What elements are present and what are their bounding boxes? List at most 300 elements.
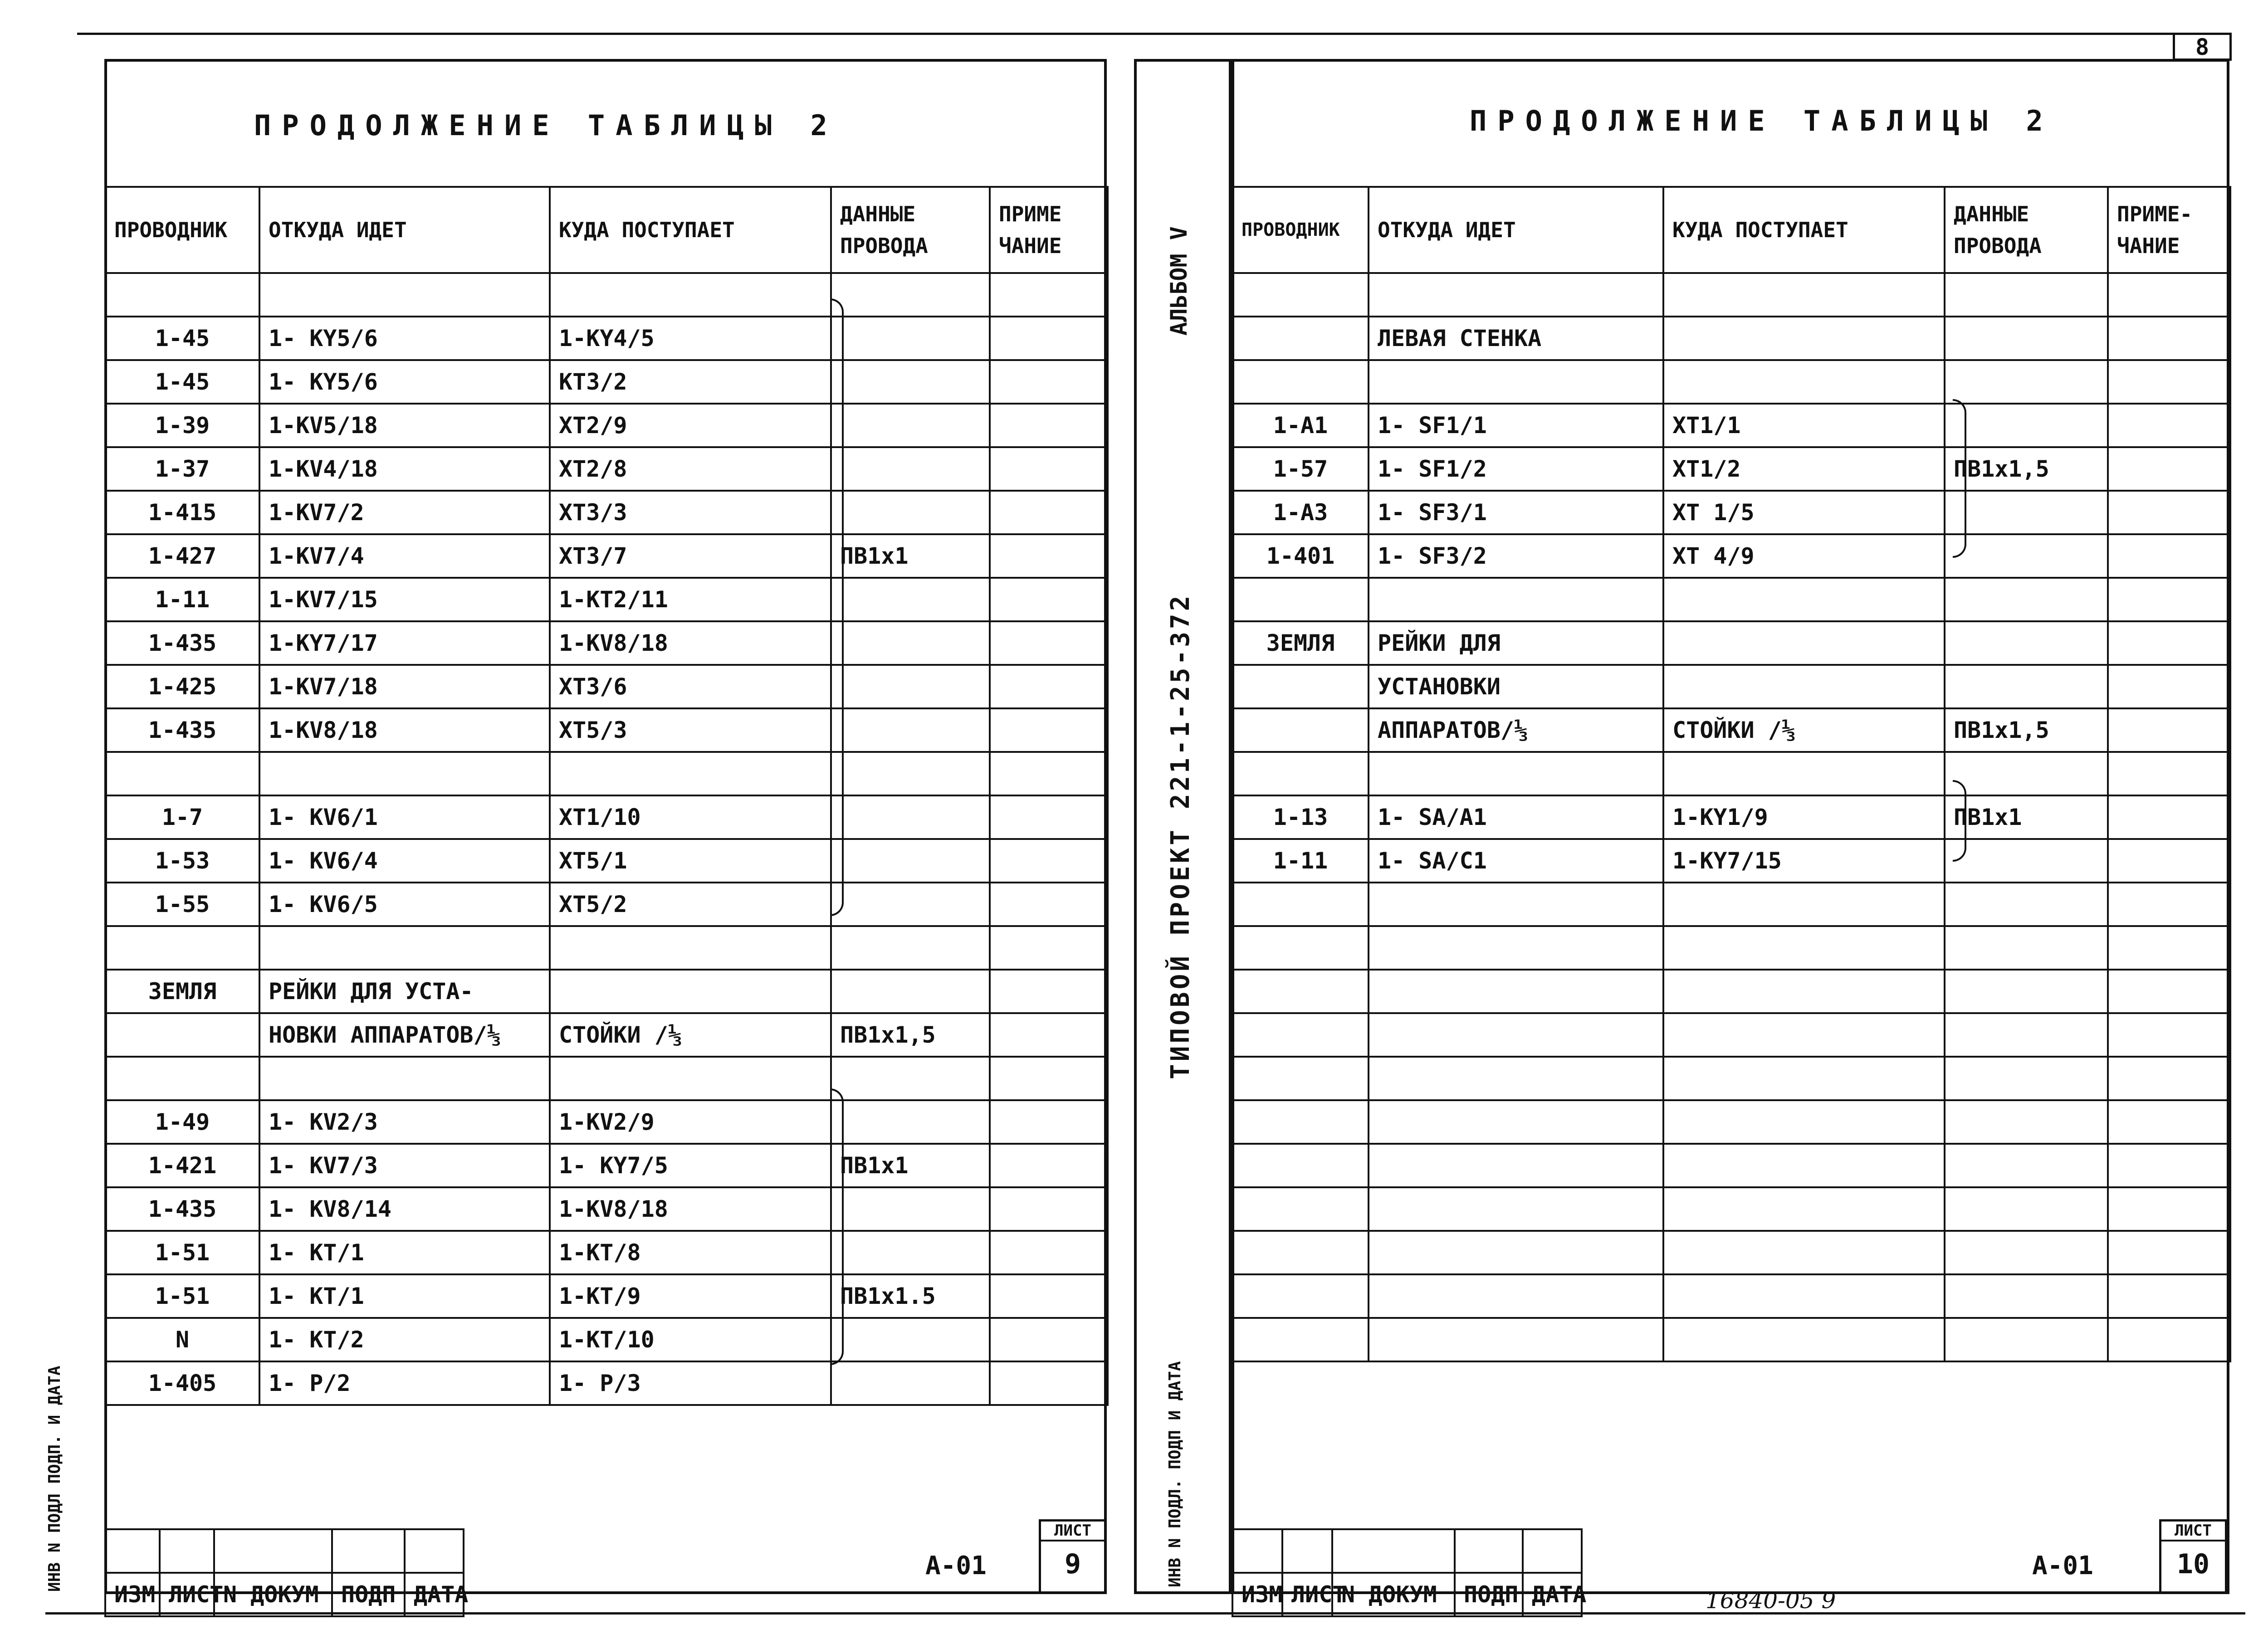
cell-wire-data (1945, 491, 2108, 534)
cell-note (990, 795, 1108, 839)
table-row (1232, 1274, 2230, 1318)
cell-to: XT5/1 (550, 839, 831, 883)
cell-to: XT 4/9 (1663, 534, 1945, 578)
cell-note (990, 1274, 1108, 1318)
cell-note (990, 534, 1108, 578)
cell-conductor (1232, 1318, 1369, 1361)
cell-conductor (1232, 883, 1369, 926)
cell-wire-data: ПВ1х1,5 (1945, 447, 2108, 491)
cell-to (1663, 883, 1945, 926)
cell-conductor: 1-53 (105, 839, 259, 883)
cell-note (2108, 360, 2230, 404)
stamp-col-label: N ДОКУМ (214, 1573, 332, 1616)
cell-note (2108, 1144, 2230, 1187)
cell-from (1369, 926, 1663, 970)
cell-to: 1-KV8/18 (550, 621, 831, 665)
cell-wire-data (831, 317, 990, 360)
cell-from (1369, 1187, 1663, 1231)
cell-from (1369, 1144, 1663, 1187)
cell-conductor: 1-435 (105, 708, 259, 752)
cell-to (1663, 1144, 1945, 1187)
cell-from: РЕЙКИ ДЛЯ (1369, 621, 1663, 665)
cell-from (1369, 578, 1663, 621)
cell-conductor (105, 926, 259, 970)
left-stamp-labels (105, 1573, 464, 1616)
footer-number: 16840-05 9 (1706, 1587, 1836, 1614)
cell-wire-data (1945, 1318, 2108, 1361)
cell-conductor (1232, 665, 1369, 708)
right-table-header (1232, 187, 2230, 273)
cell-from: 1- P/2 (259, 1361, 550, 1405)
cell-note (990, 708, 1108, 752)
cell-from: 1- KV6/1 (259, 795, 550, 839)
cell-to (550, 273, 831, 317)
table-row (105, 1231, 1108, 1274)
table-row (1232, 1013, 2230, 1057)
cell-to: 1- P/3 (550, 1361, 831, 1405)
cell-conductor: 1-45 (105, 317, 259, 360)
cell-to (1663, 621, 1945, 665)
cell-from: 1- KV6/4 (259, 839, 550, 883)
cell-from (1369, 883, 1663, 926)
cell-wire-data: ПВ1х1,5 (831, 1013, 990, 1057)
cell-conductor: 1-37 (105, 447, 259, 491)
cell-conductor: 1-421 (105, 1144, 259, 1187)
cell-conductor: 1-435 (105, 621, 259, 665)
cell-wire-data (831, 273, 990, 317)
cell-to: XT3/6 (550, 665, 831, 708)
header-conductor: ПРОВОДНИК (105, 187, 259, 273)
cell-from: АППАРАТОВ/⅓ (1369, 708, 1663, 752)
table-row (105, 273, 1108, 317)
cell-from (1369, 360, 1663, 404)
cell-note (990, 1187, 1108, 1231)
cell-from (259, 273, 550, 317)
cell-wire-data (1945, 534, 2108, 578)
cell-to: 1-KV2/9 (550, 1100, 831, 1144)
stamp-col-label: ИЗМ (105, 1573, 160, 1616)
cell-conductor (1232, 708, 1369, 752)
cell-conductor (1232, 1144, 1369, 1187)
table-row (105, 1361, 1108, 1405)
cell-from (1369, 1318, 1663, 1361)
left-sheet-box (1039, 1519, 1107, 1594)
cell-wire-data (1945, 404, 2108, 447)
cell-from: 1- KY5/6 (259, 317, 550, 360)
right-brace-group-2 (1953, 780, 1966, 862)
right-sheet-number: 10 (2176, 1548, 2210, 1580)
table-row (1232, 665, 2230, 708)
cell-from: НОВКИ АППАРАТОВ/⅓ (259, 1013, 550, 1057)
cell-conductor: 1-435 (105, 1187, 259, 1231)
cell-from: УСТАНОВКИ (1369, 665, 1663, 708)
cell-from: 1-KV7/15 (259, 578, 550, 621)
cell-to: 1-KV8/18 (550, 1187, 831, 1231)
cell-to (550, 752, 831, 795)
cell-from (259, 926, 550, 970)
cell-wire-data (831, 665, 990, 708)
table-row (1232, 621, 2230, 665)
cell-wire-data (1945, 1144, 2108, 1187)
stamp-col-label: N ДОКУМ (1332, 1573, 1455, 1616)
cell-from: 1-KY7/17 (259, 621, 550, 665)
cell-from: 1- SA/A1 (1369, 795, 1663, 839)
cell-note (990, 1361, 1108, 1405)
left-brace-group-2 (830, 1088, 844, 1365)
cell-to: 1-KT/8 (550, 1231, 831, 1274)
cell-note (990, 273, 1108, 317)
left-table-header (105, 187, 1108, 273)
cell-from: 1-KV7/18 (259, 665, 550, 708)
cell-note (2108, 1274, 2230, 1318)
cell-to: KT3/2 (550, 360, 831, 404)
table-row (1232, 1231, 2230, 1274)
table-row (105, 1100, 1108, 1144)
cell-to: 1-KT2/11 (550, 578, 831, 621)
table-row (105, 404, 1108, 447)
cell-to (550, 1057, 831, 1100)
table-row (1232, 1057, 2230, 1100)
cell-from: 1- SF3/2 (1369, 534, 1663, 578)
cell-note (990, 578, 1108, 621)
table-row (1232, 404, 2230, 447)
cell-conductor: 1-55 (105, 883, 259, 926)
cell-wire-data (1945, 1187, 2108, 1231)
cell-to: XT5/2 (550, 883, 831, 926)
cell-from: 1-KV4/18 (259, 447, 550, 491)
table-row (105, 317, 1108, 360)
cell-wire-data (1945, 1013, 2108, 1057)
cell-note (2108, 317, 2230, 360)
cell-note (2108, 447, 2230, 491)
left-brace-group-1 (830, 298, 844, 916)
cell-from: 1- KV8/14 (259, 1187, 550, 1231)
table-row (1232, 926, 2230, 970)
stamp-col-label: ПОДП (332, 1573, 405, 1616)
cell-to (1663, 1013, 1945, 1057)
cell-conductor: ЗЕМЛЯ (1232, 621, 1369, 665)
cell-conductor: 1-401 (1232, 534, 1369, 578)
cell-wire-data (1945, 578, 2108, 621)
cell-to: 1- KY7/5 (550, 1144, 831, 1187)
table-row (105, 621, 1108, 665)
cell-conductor: 1-11 (1232, 839, 1369, 883)
cell-note (2108, 795, 2230, 839)
table-row (105, 578, 1108, 621)
header-note: ПРИМЕ ЧАНИЕ (990, 187, 1108, 273)
table-row (105, 970, 1108, 1013)
cell-note (2108, 708, 2230, 752)
stamp-col-label: ДАТА (1523, 1573, 1582, 1616)
table-row (1232, 1187, 2230, 1231)
cell-wire-data (831, 708, 990, 752)
project-label: ТИПОВОЙ ПРОЕКТ 221-1-25-372 (1166, 593, 1195, 1079)
cell-wire-data (831, 491, 990, 534)
cell-conductor: 1-415 (105, 491, 259, 534)
cell-wire-data (1945, 1274, 2108, 1318)
cell-conductor: 1-425 (105, 665, 259, 708)
table-row (105, 1144, 1108, 1187)
cell-note (2108, 621, 2230, 665)
cell-note (990, 317, 1108, 360)
cell-to (550, 926, 831, 970)
cell-to (1663, 1057, 1945, 1100)
table-row (105, 360, 1108, 404)
cell-note (2108, 1100, 2230, 1144)
cell-from: 1-KV7/4 (259, 534, 550, 578)
right-sheet-box (2159, 1519, 2227, 1594)
cell-to: XT3/3 (550, 491, 831, 534)
cell-note (2108, 926, 2230, 970)
cell-wire-data (831, 447, 990, 491)
cell-wire-data (1945, 273, 2108, 317)
cell-conductor: 1-57 (1232, 447, 1369, 491)
cell-to: 1-KY1/9 (1663, 795, 1945, 839)
cell-wire-data (831, 404, 990, 447)
cell-note (990, 1100, 1108, 1144)
cell-from: 1- SA/C1 (1369, 839, 1663, 883)
cell-to (1663, 317, 1945, 360)
left-side-label: ИНВ N ПОДЛ ПОДП. И ДАТА (45, 1366, 64, 1592)
cell-to: СТОЙКИ /⅓ (1663, 708, 1945, 752)
cell-wire-data (1945, 839, 2108, 883)
header-wire-data: ДАННЫЕ ПРОВОДА (1945, 187, 2108, 273)
cell-conductor (105, 273, 259, 317)
cell-from (1369, 1100, 1663, 1144)
table-row (1232, 839, 2230, 883)
cell-wire-data (831, 926, 990, 970)
table-row (1232, 752, 2230, 795)
cell-from (1369, 970, 1663, 1013)
cell-from (1369, 752, 1663, 795)
center-side-label: ИНВ N ПОДЛ. ПОДП И ДАТА (1166, 1361, 1184, 1587)
cell-wire-data (831, 1318, 990, 1361)
cell-to (1663, 1318, 1945, 1361)
cell-wire-data (1945, 317, 2108, 360)
cell-to (1663, 665, 1945, 708)
top-rule (77, 33, 2200, 35)
cell-conductor: N (105, 1318, 259, 1361)
cell-from: 1-KV5/18 (259, 404, 550, 447)
stamp-col-label: ПОДП (1455, 1573, 1523, 1616)
right-stamp-labels (1232, 1573, 1582, 1616)
cell-wire-data: ПВ1х1.5 (831, 1274, 990, 1318)
stamp-col-label: ДАТА (405, 1573, 464, 1616)
cell-from (259, 752, 550, 795)
cell-note (2108, 578, 2230, 621)
cell-wire-data (1945, 665, 2108, 708)
cell-note (990, 491, 1108, 534)
cell-to: XT1/10 (550, 795, 831, 839)
header-from: ОТКУДА ИДЕТ (1369, 187, 1663, 273)
cell-to: XT2/9 (550, 404, 831, 447)
cell-note (990, 1231, 1108, 1274)
left-wire-table (104, 186, 1109, 1406)
cell-conductor (1232, 1057, 1369, 1100)
cell-wire-data (1945, 752, 2108, 795)
table-row (105, 665, 1108, 708)
cell-conductor (1232, 752, 1369, 795)
table-row (105, 795, 1108, 839)
cell-note (990, 1057, 1108, 1100)
cell-to (1663, 273, 1945, 317)
cell-conductor: 1-A1 (1232, 404, 1369, 447)
cell-note (2108, 970, 2230, 1013)
cell-wire-data (831, 1057, 990, 1100)
cell-wire-data (831, 970, 990, 1013)
cell-to (1663, 752, 1945, 795)
cell-conductor (1232, 273, 1369, 317)
cell-note (990, 839, 1108, 883)
table-row (105, 1318, 1108, 1361)
cell-from: 1- KV6/5 (259, 883, 550, 926)
table-row (1232, 360, 2230, 404)
cell-from (1369, 1057, 1663, 1100)
table-row (1232, 708, 2230, 752)
page-number-box (2173, 33, 2232, 61)
table-row (1232, 1144, 2230, 1187)
cell-to: XT1/2 (1663, 447, 1945, 491)
cell-note (2108, 1318, 2230, 1361)
table-row (1232, 883, 2230, 926)
cell-from: 1- SF3/1 (1369, 491, 1663, 534)
cell-wire-data (1945, 1231, 2108, 1274)
cell-wire-data: ПВ1х1 (831, 534, 990, 578)
cell-note (2108, 534, 2230, 578)
cell-note (990, 1144, 1108, 1187)
cell-conductor (105, 1057, 259, 1100)
cell-note (2108, 1231, 2230, 1274)
cell-wire-data (831, 1100, 990, 1144)
cell-conductor: 1-405 (105, 1361, 259, 1405)
cell-to (1663, 970, 1945, 1013)
cell-conductor (105, 752, 259, 795)
header-from: ОТКУДА ИДЕТ (259, 187, 550, 273)
cell-from (1369, 273, 1663, 317)
header-to: КУДА ПОСТУПАЕТ (550, 187, 831, 273)
cell-note (2108, 1057, 2230, 1100)
table-row (1232, 578, 2230, 621)
cell-from: 1- SF1/1 (1369, 404, 1663, 447)
cell-from (1369, 1231, 1663, 1274)
cell-note (990, 447, 1108, 491)
cell-note (990, 883, 1108, 926)
cell-note (2108, 1187, 2230, 1231)
cell-note (2108, 752, 2230, 795)
cell-wire-data (831, 360, 990, 404)
cell-conductor (1232, 1187, 1369, 1231)
cell-conductor (1232, 926, 1369, 970)
album-label: АЛЬБОМ V (1166, 226, 1192, 336)
header-to: КУДА ПОСТУПАЕТ (1663, 187, 1945, 273)
cell-conductor (1232, 578, 1369, 621)
cell-from: ЛЕВАЯ СТЕНКА (1369, 317, 1663, 360)
cell-from (1369, 1274, 1663, 1318)
cell-conductor (1232, 1274, 1369, 1318)
stamp-col-label: ИЗМ (1232, 1573, 1282, 1616)
cell-to (1663, 1231, 1945, 1274)
table-row (1232, 1318, 2230, 1361)
cell-from: 1- KT/1 (259, 1231, 550, 1274)
left-sheet-number: 9 (1064, 1548, 1081, 1580)
cell-from: 1- KV7/3 (259, 1144, 550, 1187)
cell-to: XT 1/5 (1663, 491, 1945, 534)
table-row (105, 1187, 1108, 1231)
left-stamp (104, 1528, 469, 1617)
right-stamp (1232, 1528, 1587, 1617)
cell-note (990, 665, 1108, 708)
cell-to: XT2/8 (550, 447, 831, 491)
cell-note (2108, 1013, 2230, 1057)
cell-from: 1- KT/2 (259, 1318, 550, 1361)
cell-wire-data (831, 752, 990, 795)
right-stamp-code: А-01 (2032, 1551, 2093, 1580)
cell-conductor: 1-51 (105, 1231, 259, 1274)
table-row (105, 708, 1108, 752)
table-row (1232, 1100, 2230, 1144)
table-row (1232, 273, 2230, 317)
cell-conductor: 1-45 (105, 360, 259, 404)
cell-note (990, 926, 1108, 970)
cell-wire-data (1945, 970, 2108, 1013)
cell-wire-data (1945, 926, 2108, 970)
cell-conductor (1232, 1013, 1369, 1057)
cell-wire-data (831, 839, 990, 883)
cell-note (990, 621, 1108, 665)
cell-conductor (1232, 360, 1369, 404)
table-row (105, 491, 1108, 534)
cell-wire-data: ПВ1х1 (1945, 795, 2108, 839)
left-sheet-label: ЛИСТ (1041, 1522, 1105, 1541)
cell-from: 1- KY5/6 (259, 360, 550, 404)
table-row (1232, 970, 2230, 1013)
cell-conductor (1232, 1100, 1369, 1144)
cell-wire-data (831, 795, 990, 839)
table-row (105, 883, 1108, 926)
cell-conductor: 1-7 (105, 795, 259, 839)
cell-wire-data: ПВ1х1,5 (1945, 708, 2108, 752)
cell-note (2108, 839, 2230, 883)
table-row (1232, 447, 2230, 491)
table-row (105, 752, 1108, 795)
cell-from: РЕЙКИ ДЛЯ УСТА- (259, 970, 550, 1013)
cell-to (1663, 360, 1945, 404)
cell-conductor: ЗЕМЛЯ (105, 970, 259, 1013)
right-sheet-label: ЛИСТ (2161, 1522, 2225, 1541)
right-sheet-title: ПРОДОЛЖЕНИЕ ТАБЛИЦЫ 2 (1470, 104, 2054, 137)
cell-from: 1- KV2/3 (259, 1100, 550, 1144)
cell-conductor: 1-13 (1232, 795, 1369, 839)
cell-wire-data (831, 1231, 990, 1274)
right-wire-table (1232, 186, 2231, 1362)
cell-from (1369, 1013, 1663, 1057)
left-sheet-title: ПРОДОЛЖЕНИЕ ТАБЛИЦЫ 2 (254, 109, 838, 142)
cell-wire-data (1945, 1100, 2108, 1144)
cell-wire-data (1945, 360, 2108, 404)
header-conductor: ПРОВОДНИК (1232, 187, 1369, 273)
cell-note (2108, 491, 2230, 534)
cell-note (2108, 883, 2230, 926)
cell-to (1663, 1274, 1945, 1318)
table-row (1232, 534, 2230, 578)
cell-to (1663, 1100, 1945, 1144)
cell-to (1663, 1187, 1945, 1231)
cell-to (1663, 926, 1945, 970)
table-row (105, 926, 1108, 970)
cell-to: 1-KT/10 (550, 1318, 831, 1361)
cell-note (2108, 404, 2230, 447)
left-stamp-code: А-01 (925, 1551, 987, 1580)
